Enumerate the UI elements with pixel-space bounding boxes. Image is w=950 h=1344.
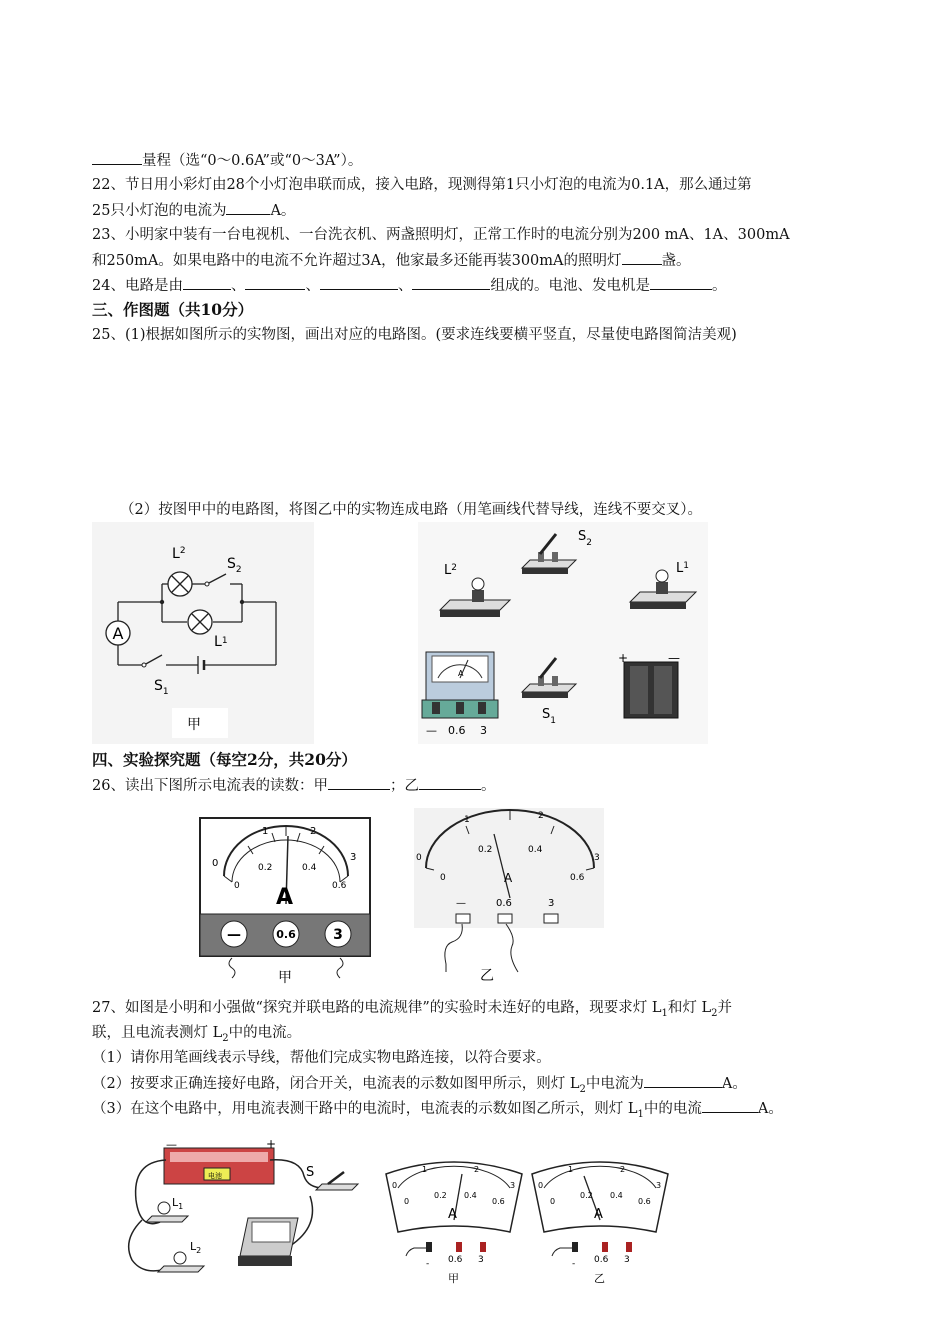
parallel-circuit-physical: [120, 1138, 370, 1278]
tick-label-0: 0: [234, 881, 240, 891]
tick-label-0: 0: [440, 873, 446, 883]
tick-label-0-top: 0: [538, 1181, 544, 1190]
label-s1: $S_1$: [154, 678, 169, 697]
q23-line2: 和250mA。如果电路中的电流不允许超过3A，他家最多还能再装300mA的照明灯 盏。: [92, 250, 691, 271]
physical-components-yi: [418, 522, 708, 744]
tick-label-0-2: 0.2: [478, 845, 493, 855]
q22-line2: 25只小灯泡的电流为 A。: [92, 200, 295, 221]
tick-label-2: 2: [474, 1165, 480, 1174]
tick-label-2: 2: [538, 811, 544, 821]
terminal-3: 3: [548, 898, 555, 909]
terminal-0-6: 0.6: [496, 898, 512, 909]
caption-yi: 乙: [594, 1272, 605, 1285]
tick-label-0-6: 0.6: [492, 1197, 505, 1206]
tick-label-2: 2: [310, 826, 317, 837]
ammeter-yi: [414, 808, 604, 988]
q27-part2: （2）按要求正确连接好电路，闭合开关，电流表的示数如图甲所示，则灯 $L_2$中电流为 A。: [92, 1073, 747, 1100]
answer-blank[interactable]: [328, 775, 390, 790]
tick-label-1: 1: [262, 826, 269, 837]
q27-part1: （1）请你用笔画线表示导线，帮他们完成实物电路连接，以符合要求。: [92, 1050, 551, 1066]
battery-plus: +: [266, 1138, 277, 1151]
terminal-minus: —: [426, 724, 437, 737]
terminal-0-6: 0.6: [594, 1255, 609, 1265]
q22-line1: 22、节日用小彩灯由28个小灯泡串联而成，接入电路，现测得第1只小灯泡的电流为0.1A，那么通过第: [92, 177, 752, 193]
ammeter-letter: A: [112, 624, 124, 643]
lamp-l1-symbol: [188, 610, 212, 634]
caption-jia: 甲: [278, 970, 292, 986]
unit-label: A: [448, 1207, 457, 1222]
ammeter-readings-jia-yi: [382, 1158, 682, 1288]
label-l1: $L^1$: [676, 561, 689, 576]
tick-label-0-6: 0.6: [638, 1197, 651, 1206]
tick-label-0-6: 0.6: [570, 873, 585, 883]
unit-label: A: [504, 871, 513, 885]
label-l2: $L^2$: [444, 563, 457, 578]
battery-minus: —: [166, 1138, 177, 1151]
battery-label: 电池: [208, 1172, 222, 1180]
lamp-l2-symbol: [168, 572, 192, 596]
answer-blank[interactable]: [702, 1098, 758, 1113]
switch-s: [316, 1172, 358, 1190]
ammeter-device: [238, 1218, 298, 1266]
battery-minus: —: [668, 651, 680, 665]
tick-label-3: 3: [656, 1181, 662, 1190]
label-s2: $S_2$: [227, 556, 242, 575]
meter-yi: [532, 1162, 668, 1285]
tick-label-0-2: 0.2: [434, 1191, 447, 1200]
answer-blank[interactable]: [226, 200, 270, 215]
terminal-minus: —: [456, 898, 466, 909]
label-s1: $S_1$: [542, 707, 556, 726]
label-s2: $S_2$: [578, 529, 592, 548]
q27-intro-line1: 27、如图是小明和小强做“探究并联电路的电流规律”的实验时未连好的电路，现要求灯 $L_1$和灯 $L_2$并: [92, 1000, 733, 1019]
tick-label-0-4: 0.4: [528, 845, 543, 855]
answer-blank[interactable]: [92, 150, 142, 165]
tick-label-0: 0: [404, 1197, 410, 1206]
answer-blank[interactable]: [412, 275, 490, 290]
section-4-heading: 四、实验探究题（每空2分，共20分）: [92, 750, 357, 769]
answer-blank[interactable]: [320, 275, 398, 290]
label-s: S: [306, 1165, 315, 1180]
tick-label-0-top: 0: [212, 858, 219, 869]
caption-jia: 甲: [187, 717, 201, 733]
terminal-minus: —: [227, 927, 241, 943]
q27-intro-line2: 联，且电流表测灯 $L_2$中的电流。: [92, 1025, 302, 1044]
terminal-0-6: 0.6: [448, 1255, 463, 1265]
tick-label-0-top: 0: [416, 853, 422, 863]
unit-label: A: [276, 885, 294, 910]
terminal-minus: -: [426, 1259, 430, 1269]
caption-yi: 乙: [480, 968, 494, 984]
q21-tail: 量程（选“0～0.6A”或“0～3A”）。: [92, 150, 362, 171]
q26-line: 26、读出下图所示电流表的读数：甲 ；乙 。: [92, 775, 495, 796]
terminal-3: 3: [333, 927, 343, 943]
answer-blank[interactable]: [644, 1073, 722, 1088]
tick-label-3: 3: [350, 852, 357, 863]
q24-line: 24、电路是由 、 、 、 组成的。电池、发电机是 。: [92, 275, 726, 296]
tick-label-1: 1: [568, 1165, 574, 1174]
terminal-3: 3: [624, 1255, 630, 1265]
lamp-l2: [158, 1252, 204, 1272]
tick-label-0: 0: [550, 1197, 556, 1206]
tick-label-0-4: 0.4: [610, 1191, 623, 1200]
circuit-diagram-jia: [92, 522, 314, 744]
answer-blank[interactable]: [622, 250, 662, 265]
answer-blank[interactable]: [245, 275, 305, 290]
label-l2: $L^2$: [172, 546, 186, 562]
answer-blank[interactable]: [650, 275, 712, 290]
unit-label: A: [594, 1207, 603, 1222]
battery-plus: +: [618, 651, 629, 665]
q23-line1: 23、小明家中装有一台电视机、一台洗衣机、两盏照明灯，正常工作时的电流分别为200 mA、1A、300mA: [92, 227, 790, 243]
tick-label-0-6: 0.6: [332, 881, 347, 891]
tick-label-0-2: 0.2: [258, 863, 273, 873]
terminal-3: 3: [480, 724, 487, 737]
ammeter-unit: A: [458, 669, 464, 678]
tick-label-0-4: 0.4: [302, 863, 317, 873]
tick-label-3: 3: [510, 1181, 516, 1190]
terminal-0-6: 0.6: [448, 724, 466, 737]
tick-label-0-4: 0.4: [464, 1191, 477, 1200]
label-l2: $L_2$: [190, 1240, 202, 1255]
battery-device: [624, 662, 678, 718]
answer-blank[interactable]: [183, 275, 231, 290]
tick-label-0-2: 0.2: [580, 1191, 593, 1200]
meter-jia: [386, 1162, 522, 1285]
q27-part3: （3）在这个电路中，用电流表测干路中的电流时，电流表的示数如图乙所示，则灯 $L_1$中的电流 A。: [92, 1098, 783, 1125]
tick-label-3: 3: [594, 853, 600, 863]
ammeter-jia: [198, 816, 374, 988]
answer-blank[interactable]: [419, 775, 481, 790]
tick-label-1: 1: [422, 1165, 428, 1174]
caption-jia: 甲: [448, 1272, 459, 1285]
q25-part1: 25、(1)根据如图所示的实物图，画出对应的电路图。(要求连线要横平竖直，尽量使电路图简洁美观): [92, 327, 737, 343]
section-3-heading: 三、作图题（共10分）: [92, 300, 254, 319]
tick-label-0-top: 0: [392, 1181, 398, 1190]
q25-part2: （2）按图甲中的电路图，将图乙中的实物连成电路（用笔画线代替导线，连线不要交叉）。: [120, 502, 702, 518]
ammeter-device: [422, 652, 498, 718]
terminal-0-6: 0.6: [276, 928, 296, 941]
tick-label-2: 2: [620, 1165, 626, 1174]
label-l1: $L_1$: [172, 1196, 184, 1211]
label-l1: $L^1$: [214, 634, 228, 650]
terminal-minus: -: [572, 1259, 576, 1269]
tick-label-1: 1: [464, 815, 470, 825]
terminal-3: 3: [478, 1255, 484, 1265]
